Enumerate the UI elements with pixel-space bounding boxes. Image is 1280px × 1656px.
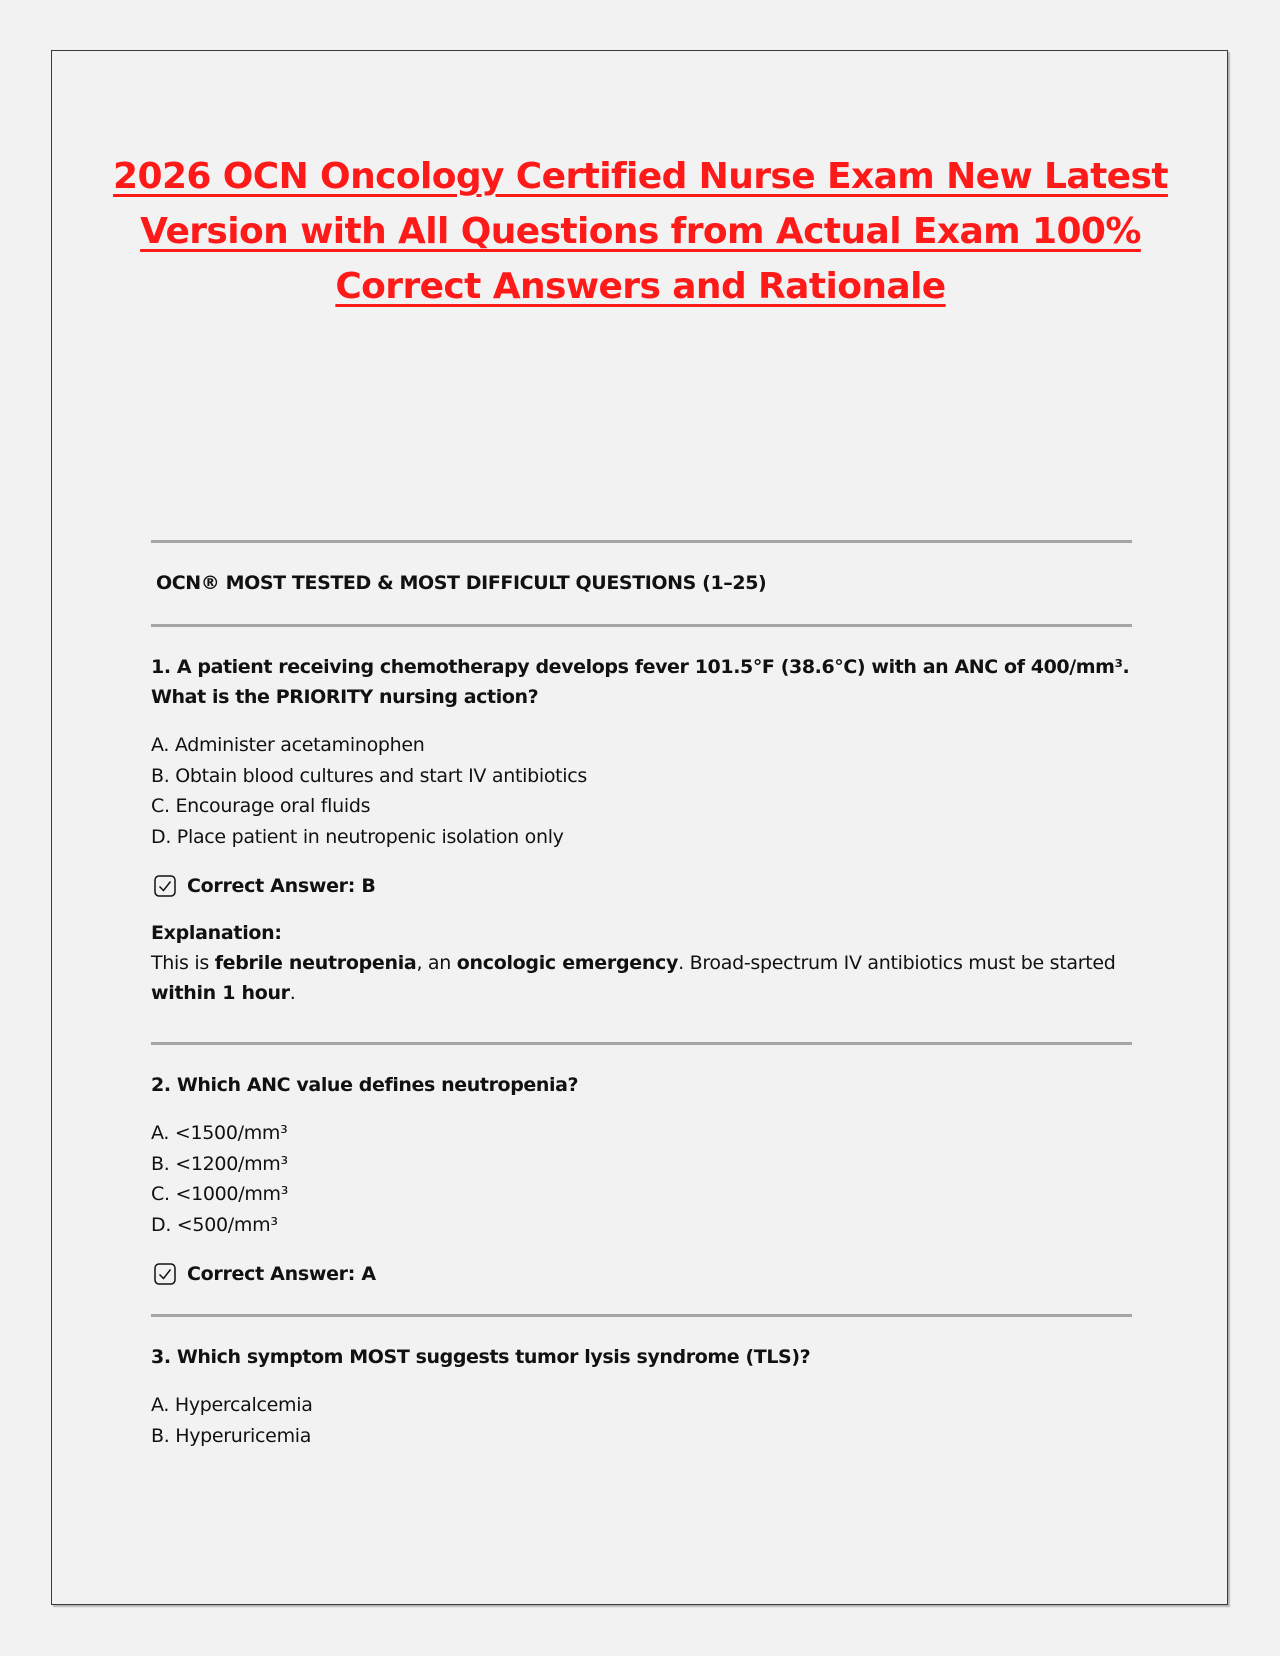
explanation-fragment: . (289, 982, 296, 1004)
explanation-emphasis: within 1 hour (151, 982, 290, 1004)
title-line: Correct Answers and Rationale (335, 266, 946, 307)
checkbox-checked-icon (154, 875, 176, 897)
option-c: C. <1000/mm³ (151, 1183, 289, 1205)
option-c: C. Encourage oral fluids (151, 795, 371, 817)
option-b: B. <1200/mm³ (151, 1152, 288, 1175)
correct-answer (151, 871, 1132, 901)
question-text: 3. Which symptom MOST suggests tumor lysis syndrome (TLS)? (151, 1346, 811, 1368)
answer-options (151, 1118, 1132, 1240)
explanation-text (151, 948, 1132, 1008)
explanation-fragment: , an (416, 952, 457, 974)
correct-answer-text: Correct Answer: A (187, 1263, 376, 1285)
title-line: 2026 OCN Oncology Certified Nurse Exam New Latest (113, 156, 1168, 197)
title-line: Version with All Questions from Actual Exam 100% (140, 211, 1141, 252)
answer-options (151, 730, 1132, 852)
document-title (112, 149, 1169, 314)
question-text: 1. A patient receiving chemotherapy develops fever 101.5°F (38.6°C) with an ANC of 400/mm³. What is the PRIORITY nursing action? (151, 656, 1130, 708)
question-1 (151, 627, 1132, 1042)
option-d: D. <500/mm³ (151, 1213, 278, 1236)
explanation-emphasis: oncologic emergency (456, 952, 679, 974)
correct-answer-text: Correct Answer: B (187, 875, 376, 897)
explanation-fragment: This is (151, 952, 215, 974)
question-3 (151, 1317, 1132, 1451)
question-text: 2. Which ANC value defines neutropenia? (151, 1074, 579, 1096)
question-2 (151, 1045, 1132, 1314)
checkbox-checked-icon (154, 1263, 176, 1285)
option-b: B. Hyperuricemia (151, 1424, 312, 1447)
explanation-label: Explanation: (151, 922, 282, 944)
explanation-emphasis: febrile neutropenia (214, 952, 417, 974)
questions-content (151, 540, 1132, 1451)
option-d: D. Place patient in neutropenic isolation only (151, 825, 564, 848)
option-b: B. Obtain blood cultures and start IV antibiotics (151, 764, 588, 787)
answer-options (151, 1390, 1132, 1451)
section-heading: OCN® MOST TESTED & MOST DIFFICULT QUESTIONS (1–25) (156, 572, 767, 594)
option-a: A. Administer acetaminophen (151, 734, 425, 756)
document-page (51, 50, 1228, 1605)
option-a: A. <1500/mm³ (151, 1122, 288, 1144)
explanation-fragment: . Broad-spectrum IV antibiotics must be started (678, 952, 1116, 974)
correct-answer (151, 1259, 1132, 1289)
divider (151, 540, 1132, 543)
option-a: A. Hypercalcemia (151, 1394, 313, 1416)
